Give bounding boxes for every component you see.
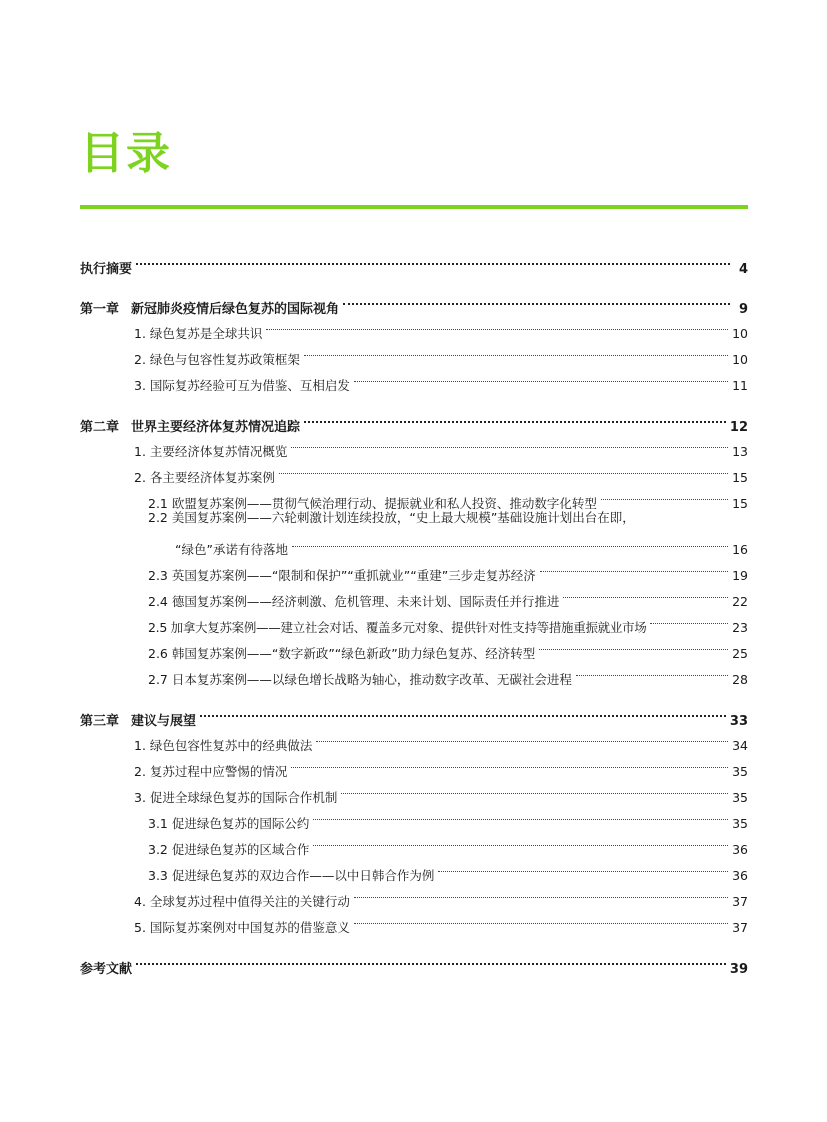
toc-entry-title: 2.6 韩国复苏案例——“数字新政”“绿色新政”助力绿色复苏、经济转型 xyxy=(148,646,536,661)
toc-subentry[interactable] xyxy=(80,579,748,609)
toc-page-number: 37 xyxy=(732,920,748,935)
leader-dots xyxy=(304,395,726,423)
leader-dots xyxy=(343,277,730,305)
toc-page-number: 39 xyxy=(729,962,748,977)
leader-dots xyxy=(291,741,728,768)
toc-entry-title-line1: 2.2 美国复苏案例——六轮刺激计划连续投放，“史上最大规模”基础设施计划出台在即， xyxy=(148,510,635,525)
chapter-title: 新冠肺炎疫情后绿色复苏的国际视角 xyxy=(131,302,340,317)
toc-entry-title: 参考文献 xyxy=(80,962,133,977)
toc-page-number: 19 xyxy=(732,568,748,583)
toc-entry-title: 3.2 促进绿色复苏的区域合作 xyxy=(148,842,310,857)
toc-entry-title: 2. 绿色与包容性复苏政策框架 xyxy=(134,352,300,367)
toc-page-number: 36 xyxy=(732,868,748,883)
leader-dots xyxy=(316,715,728,742)
toc-page-number: 15 xyxy=(732,470,748,485)
toc-page-number: 34 xyxy=(732,738,748,753)
toc-page-number: 13 xyxy=(732,444,748,459)
leader-dots xyxy=(650,597,728,624)
toc-page-number: 11 xyxy=(732,378,748,393)
toc-entry-title: 2. 各主要经济体复苏案例 xyxy=(134,470,275,485)
leader-dots xyxy=(341,767,728,794)
leader-dots xyxy=(304,329,728,356)
toc-page-number: 35 xyxy=(732,790,748,805)
toc-page-number: 22 xyxy=(732,594,748,609)
title-divider xyxy=(80,205,748,209)
toc-page-number: 16 xyxy=(732,542,748,557)
table-of-contents xyxy=(80,245,748,977)
toc-entry-title-line2: “绿色”承诺有待落地 xyxy=(175,542,288,557)
leader-dots xyxy=(313,793,728,820)
toc-entry-title: 4. 全球复苏过程中值得关注的关键行动 xyxy=(134,894,350,909)
leader-dots xyxy=(291,421,728,448)
chapter-number: 第二章 xyxy=(80,420,120,435)
toc-entry-exec-summary[interactable] xyxy=(80,245,748,277)
toc-page-number: 35 xyxy=(732,816,748,831)
leader-dots xyxy=(563,571,728,598)
leader-dots xyxy=(539,623,728,650)
toc-page-number: 12 xyxy=(729,420,748,435)
toc-page-number: 37 xyxy=(732,894,748,909)
leader-dots xyxy=(313,819,728,846)
leader-dots xyxy=(266,303,728,330)
chapter-title: 建议与展望 xyxy=(131,714,197,729)
page-title: 目录 xyxy=(80,128,172,179)
leader-dots xyxy=(200,689,726,717)
toc-entry-title: 5. 国际复苏案例对中国复苏的借鉴意义 xyxy=(134,920,350,935)
leader-dots xyxy=(136,237,730,265)
toc-entry-title: 3. 促进全球绿色复苏的国际合作机制 xyxy=(134,790,338,805)
toc-page-number: 25 xyxy=(732,646,748,661)
toc-entry-title: 2. 复苏过程中应警惕的情况 xyxy=(134,764,288,779)
chapter-title: 世界主要经济体复苏情况追踪 xyxy=(131,420,301,435)
toc-entry[interactable] xyxy=(80,905,748,935)
toc-page-number: 23 xyxy=(732,620,748,635)
toc-page-number: 10 xyxy=(732,352,748,367)
toc-entry-title: 2.3 英国复苏案例——“限制和保护”“重抓就业”“重建”三步走复苏经济 xyxy=(148,568,536,583)
chapter-number: 第三章 xyxy=(80,714,120,729)
toc-entry-title: 3.1 促进绿色复苏的国际公约 xyxy=(148,816,310,831)
toc-entry[interactable] xyxy=(80,363,748,393)
leader-dots xyxy=(438,845,728,872)
toc-entry-title: 2.1 欧盟复苏案例——贯彻气候治理行动、提振就业和私人投资、推动数字化转型 xyxy=(148,496,597,511)
toc-page-number: 35 xyxy=(732,764,748,779)
toc-entry-title: 执行摘要 xyxy=(80,262,133,277)
toc-entry-title: 3. 国际复苏经验可互为借鉴、互相启发 xyxy=(134,378,350,393)
toc-entry-title: 1. 主要经济体复苏情况概览 xyxy=(134,444,288,459)
toc-entry-references[interactable] xyxy=(80,945,748,977)
leader-dots xyxy=(279,447,728,474)
toc-page-number: 36 xyxy=(732,842,748,857)
toc-subentry[interactable] xyxy=(80,657,748,687)
toc-entry-title: 1. 绿色包容性复苏中的经典做法 xyxy=(134,738,313,753)
toc-entry-title: 1. 绿色复苏是全球共识 xyxy=(134,326,263,341)
leader-dots xyxy=(540,545,728,572)
leader-dots xyxy=(136,937,726,965)
toc-page-number: 28 xyxy=(732,672,748,687)
toc-entry-title: 3.3 促进绿色复苏的双边合作——以中日韩合作为例 xyxy=(148,868,435,883)
toc-page-number: 15 xyxy=(732,496,748,511)
leader-dots xyxy=(576,649,728,676)
leader-dots xyxy=(292,522,728,547)
toc-page-number: 9 xyxy=(738,302,748,317)
leader-dots xyxy=(354,897,728,924)
leader-dots xyxy=(601,473,728,500)
toc-entry-title: 2.7 日本复苏案例——以绿色增长战略为轴心，推动数字改革、无碳社会进程 xyxy=(148,672,572,687)
toc-page-number: 4 xyxy=(738,262,748,277)
toc-entry-title: 2.5 加拿大复苏案例——建立社会对话、覆盖多元对象、提供针对性支持等措施重振就业市场 xyxy=(148,620,647,635)
toc-subentry[interactable] xyxy=(80,481,748,511)
chapter-number: 第一章 xyxy=(80,302,120,317)
toc-page-number: 10 xyxy=(732,326,748,341)
toc-page-number: 33 xyxy=(729,714,748,729)
leader-dots xyxy=(354,355,728,382)
toc-entry-title: 2.4 德国复苏案例——经济刺激、危机管理、未来计划、国际责任并行推进 xyxy=(148,594,560,609)
leader-dots xyxy=(354,871,728,898)
